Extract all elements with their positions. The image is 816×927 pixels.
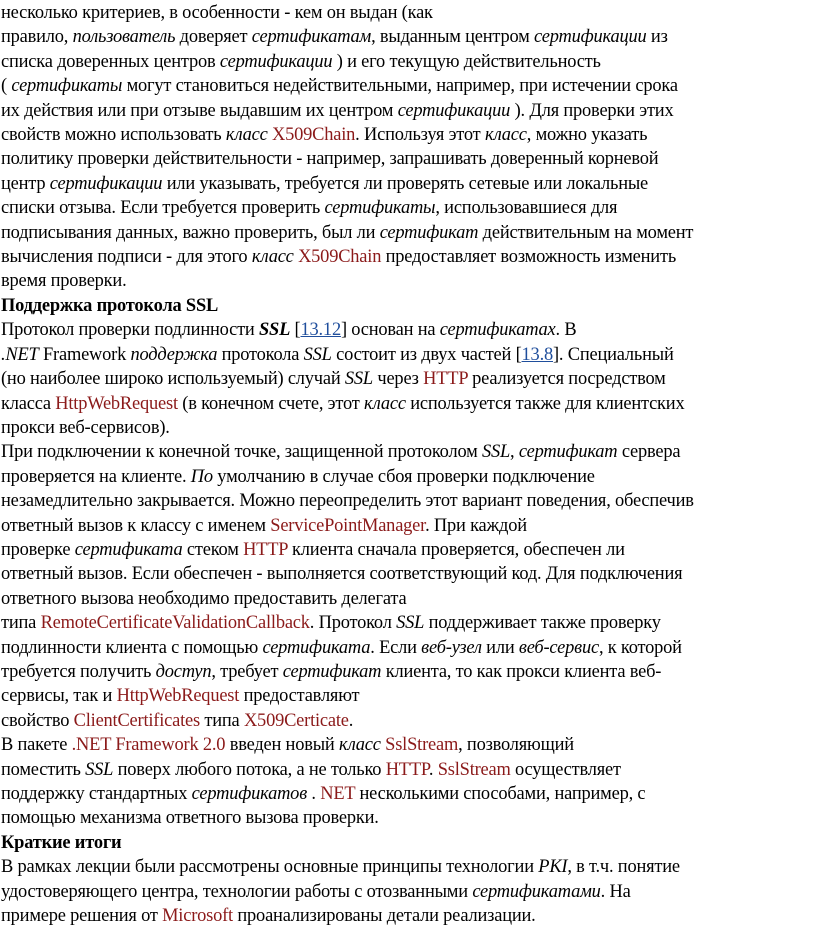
text-run: состоит из двух частей [ xyxy=(331,343,522,364)
italic-term: PKI xyxy=(538,856,568,877)
text-run: предоставляют xyxy=(239,685,360,706)
class-name-term: NET xyxy=(320,783,356,803)
text-run: свойство xyxy=(1,709,74,730)
italic-term: SSL xyxy=(303,343,332,364)
text-run: поддерживает также проверку xyxy=(424,612,661,633)
text-run: , можно указать xyxy=(526,124,648,145)
text-line xyxy=(1,488,816,512)
italic-term: сертификатов xyxy=(191,783,307,803)
text-run: введен новый xyxy=(225,734,339,755)
italic-term: сертификатами xyxy=(472,880,601,901)
text-line xyxy=(1,683,816,707)
class-name-term: HTTP xyxy=(423,368,468,389)
text-line xyxy=(1,659,816,683)
text-run: проверке xyxy=(1,538,75,559)
text-line xyxy=(1,830,816,854)
italic-term: сертификаты xyxy=(324,197,436,218)
text-run: . При каждой xyxy=(425,514,527,535)
text-run: класса xyxy=(1,392,56,413)
heading-ssl-support xyxy=(1,293,816,317)
text-line xyxy=(1,391,816,415)
italic-term: сертификации xyxy=(219,50,333,71)
text-run: ) и его текущую действительность xyxy=(332,50,601,71)
text-line xyxy=(1,73,816,97)
text-run: правило, xyxy=(1,26,73,47)
heading-summary xyxy=(1,830,816,854)
italic-term: SSL xyxy=(344,368,373,389)
text-line xyxy=(1,879,816,903)
text-run: типа xyxy=(199,709,244,730)
text-run: или указывать, требуется ли проверять сетевые или локальные xyxy=(162,172,649,193)
text-run: стеком xyxy=(182,538,244,559)
text-run: ответного вызова необходимо предоставить делегата xyxy=(1,587,407,608)
italic-term: веб-сервис xyxy=(518,636,599,657)
reference-link[interactable]: 13.12 xyxy=(300,319,341,340)
text-run: удостоверяющего центра, технологии работы с отозванными xyxy=(1,880,473,901)
text-run: При подключении к конечной точке, защищенной протоколом xyxy=(1,441,482,462)
italic-term: сертификации xyxy=(397,99,511,120)
text-line xyxy=(1,513,816,537)
text-line xyxy=(1,415,816,439)
text-run: проанализированы детали реализации. xyxy=(232,905,536,926)
text-line xyxy=(1,708,816,732)
text-run: через xyxy=(372,368,424,389)
text-run: действительным на момент xyxy=(478,221,694,242)
text-run: могут становиться недействительными, например, при истечении срока xyxy=(122,75,678,96)
text-run: , в т.ч. понятие xyxy=(567,856,680,877)
text-run: , к которой xyxy=(598,636,682,657)
text-run: , требует xyxy=(211,660,283,681)
text-line xyxy=(1,537,816,561)
text-run: ). Для проверки этих xyxy=(510,99,674,120)
text-run: ( xyxy=(1,75,12,96)
text-run: ответный вызов. Если обеспечен - выполняется соответствующий код. Для подключения xyxy=(1,563,683,584)
italic-term: сертификатах xyxy=(439,319,556,340)
paragraph-ssl-endpoint xyxy=(1,439,816,732)
text-run: проверяется на клиенте. xyxy=(1,465,191,486)
class-name-term: X509Chain xyxy=(272,124,356,145)
text-run: списки отзыва. Если требуется проверить xyxy=(1,197,325,218)
text-line xyxy=(1,24,816,48)
text-line xyxy=(1,635,816,659)
text-line xyxy=(1,464,816,488)
text-run: помощью механизма ответного вызова проверки. xyxy=(1,807,379,828)
text-run: прокси веб-сервисов). xyxy=(1,416,170,437)
text-line xyxy=(1,268,816,292)
italic-term: класс xyxy=(484,124,527,145)
text-run: умолчанию в случае сбоя проверки подключение xyxy=(212,465,595,486)
text-line xyxy=(1,49,816,73)
text-run: . xyxy=(428,758,438,779)
text-run: Краткие итоги xyxy=(1,831,122,852)
class-name-term: ServicePointManager xyxy=(270,514,426,535)
class-name-term: .NET Framework 2.0 xyxy=(71,734,226,755)
paragraph-chain-policy xyxy=(1,0,816,293)
text-run: ] основан на xyxy=(340,319,440,340)
text-run: поместить xyxy=(1,758,86,779)
text-line xyxy=(1,854,816,878)
text-run: . xyxy=(307,783,321,803)
class-name-term: Microsoft xyxy=(162,905,233,926)
text-run: доверяет xyxy=(175,26,252,47)
text-line xyxy=(1,146,816,170)
text-run: сервера xyxy=(617,441,681,462)
paragraph-ssl-protocol xyxy=(1,317,816,439)
text-line xyxy=(1,0,816,24)
paragraph-summary xyxy=(1,854,816,927)
text-run: Протокол проверки подлинности xyxy=(1,319,259,340)
italic-term: сертификатам xyxy=(251,26,372,47)
text-run: (в конечном счете, этот xyxy=(177,392,365,413)
text-run: [ xyxy=(290,319,301,340)
italic-term: SSL xyxy=(481,441,511,462)
text-line xyxy=(1,586,816,610)
text-run: клиента, то как прокси клиента веб- xyxy=(381,660,662,681)
italic-term: класс xyxy=(251,246,294,267)
text-run: (но наиболее широко используемый) случай xyxy=(1,368,345,389)
text-run: реализуется посредством xyxy=(467,368,666,389)
text-run: клиента сначала проверяется, обеспечен ли xyxy=(287,538,625,559)
bold-italic-term: SSL xyxy=(259,319,291,340)
text-run: В пакете xyxy=(1,734,72,755)
text-run: ]. Специальный xyxy=(553,343,674,364)
class-name-term: HttpWebRequest xyxy=(55,392,178,413)
text-run: . На xyxy=(600,880,631,901)
italic-term: SSL xyxy=(85,758,114,779)
reference-link[interactable]: 13.8 xyxy=(521,343,553,364)
text-run: Поддержка протокола SSL xyxy=(1,294,219,315)
italic-term: пользователь xyxy=(72,26,176,47)
text-run: списка доверенных центров xyxy=(1,50,220,71)
italic-term: сертификаты xyxy=(11,75,123,96)
text-run: несколько критериев, в особенности - кем он выдан (как xyxy=(1,2,433,22)
italic-term: сертификата xyxy=(262,636,371,657)
italic-term: сертификат xyxy=(518,441,618,462)
class-name-term: RemoteCertificateValidationCallback xyxy=(40,612,310,633)
text-run: из xyxy=(646,26,668,47)
text-run: центр xyxy=(1,172,50,193)
text-run: свойств можно использовать xyxy=(1,124,226,145)
text-line xyxy=(1,342,816,366)
text-line xyxy=(1,903,816,927)
text-run: используется также для клиентских xyxy=(405,392,685,413)
text-run: примере решения от xyxy=(1,905,163,926)
class-name-term: HttpWebRequest xyxy=(116,685,240,706)
text-run: Framework xyxy=(38,343,131,364)
text-run: В рамках лекции были рассмотрены основные принципы технологии xyxy=(1,856,539,877)
class-name-term: HTTP xyxy=(385,758,429,779)
italic-term: класс xyxy=(338,734,381,755)
text-run: незамедлительно закрывается. Можно переопределить этот вариант поведения, обеспечив xyxy=(1,490,694,511)
text-run: . Протокол xyxy=(309,612,397,633)
text-run: , позволяющий xyxy=(458,734,574,755)
text-run: протокола xyxy=(217,343,304,364)
text-line xyxy=(1,610,816,634)
text-run: ответный вызов к классу с именем xyxy=(1,514,271,535)
text-run: время проверки. xyxy=(1,270,127,291)
text-line xyxy=(1,122,816,146)
text-line xyxy=(1,561,816,585)
text-run: несколькими способами, например, с xyxy=(355,783,646,803)
italic-term: SSL xyxy=(396,612,425,633)
text-line xyxy=(1,293,816,317)
text-run: требуется получить xyxy=(1,660,156,681)
text-line xyxy=(1,317,816,341)
text-run: подписывания данных, важно проверить, был ли xyxy=(1,221,380,242)
class-name-term: ClientCertificates xyxy=(73,709,200,730)
italic-term: сертификат xyxy=(282,660,382,681)
text-line xyxy=(1,732,816,756)
text-run: , использовавшиеся для xyxy=(435,197,618,218)
class-name-term: X509Certicate xyxy=(243,709,349,730)
text-line xyxy=(1,220,816,244)
text-run: их действия или при отзыве выдавшим их центром xyxy=(1,99,398,120)
text-run: , выданным центром xyxy=(371,26,535,47)
italic-term: класс xyxy=(225,124,268,145)
text-line xyxy=(1,171,816,195)
text-run: вычисления подписи - для этого xyxy=(1,246,252,267)
italic-term: веб-узел xyxy=(421,636,482,657)
italic-term: сертификата xyxy=(74,538,183,559)
italic-term: По xyxy=(190,465,213,486)
text-run: поверх любого потока, а не только xyxy=(113,758,386,779)
text-line xyxy=(1,366,816,390)
class-name-term: SslStream xyxy=(437,758,511,779)
text-run: осуществляет xyxy=(510,758,621,779)
text-run: . В xyxy=(555,319,577,340)
text-run: . xyxy=(348,709,354,730)
text-run: предоставляет возможность изменить xyxy=(381,246,677,267)
text-run: . Используя этот xyxy=(355,124,485,145)
text-run: политику проверки действительности - например, запрашивать доверенный корневой xyxy=(1,148,659,169)
text-run: поддержку стандартных xyxy=(1,783,192,803)
text-line xyxy=(1,757,816,781)
italic-term: сертификации xyxy=(49,172,163,193)
text-run: , xyxy=(510,441,519,462)
text-line xyxy=(1,439,816,463)
class-name-term: SslStream xyxy=(385,734,459,755)
text-line xyxy=(1,781,816,805)
italic-term: поддержка xyxy=(130,343,218,364)
italic-term: сертификации xyxy=(534,26,647,47)
italic-term: .NET xyxy=(1,343,39,364)
text-line xyxy=(1,98,816,122)
text-run: или xyxy=(481,636,519,657)
text-run: типа xyxy=(1,612,41,633)
text-run: сервисы, так и xyxy=(1,685,117,706)
italic-term: сертификат xyxy=(379,221,479,242)
text-line xyxy=(1,805,816,829)
italic-term: класс xyxy=(364,392,406,413)
italic-term: доступ xyxy=(155,660,212,681)
class-name-term: X509Chain xyxy=(298,246,382,267)
text-line xyxy=(1,195,816,219)
text-run: . Если xyxy=(370,636,422,657)
class-name-term: HTTP xyxy=(243,538,288,559)
text-line xyxy=(1,244,816,268)
paragraph-sslstream xyxy=(1,732,816,830)
text-run: подлинности клиента с помощью xyxy=(1,636,263,657)
